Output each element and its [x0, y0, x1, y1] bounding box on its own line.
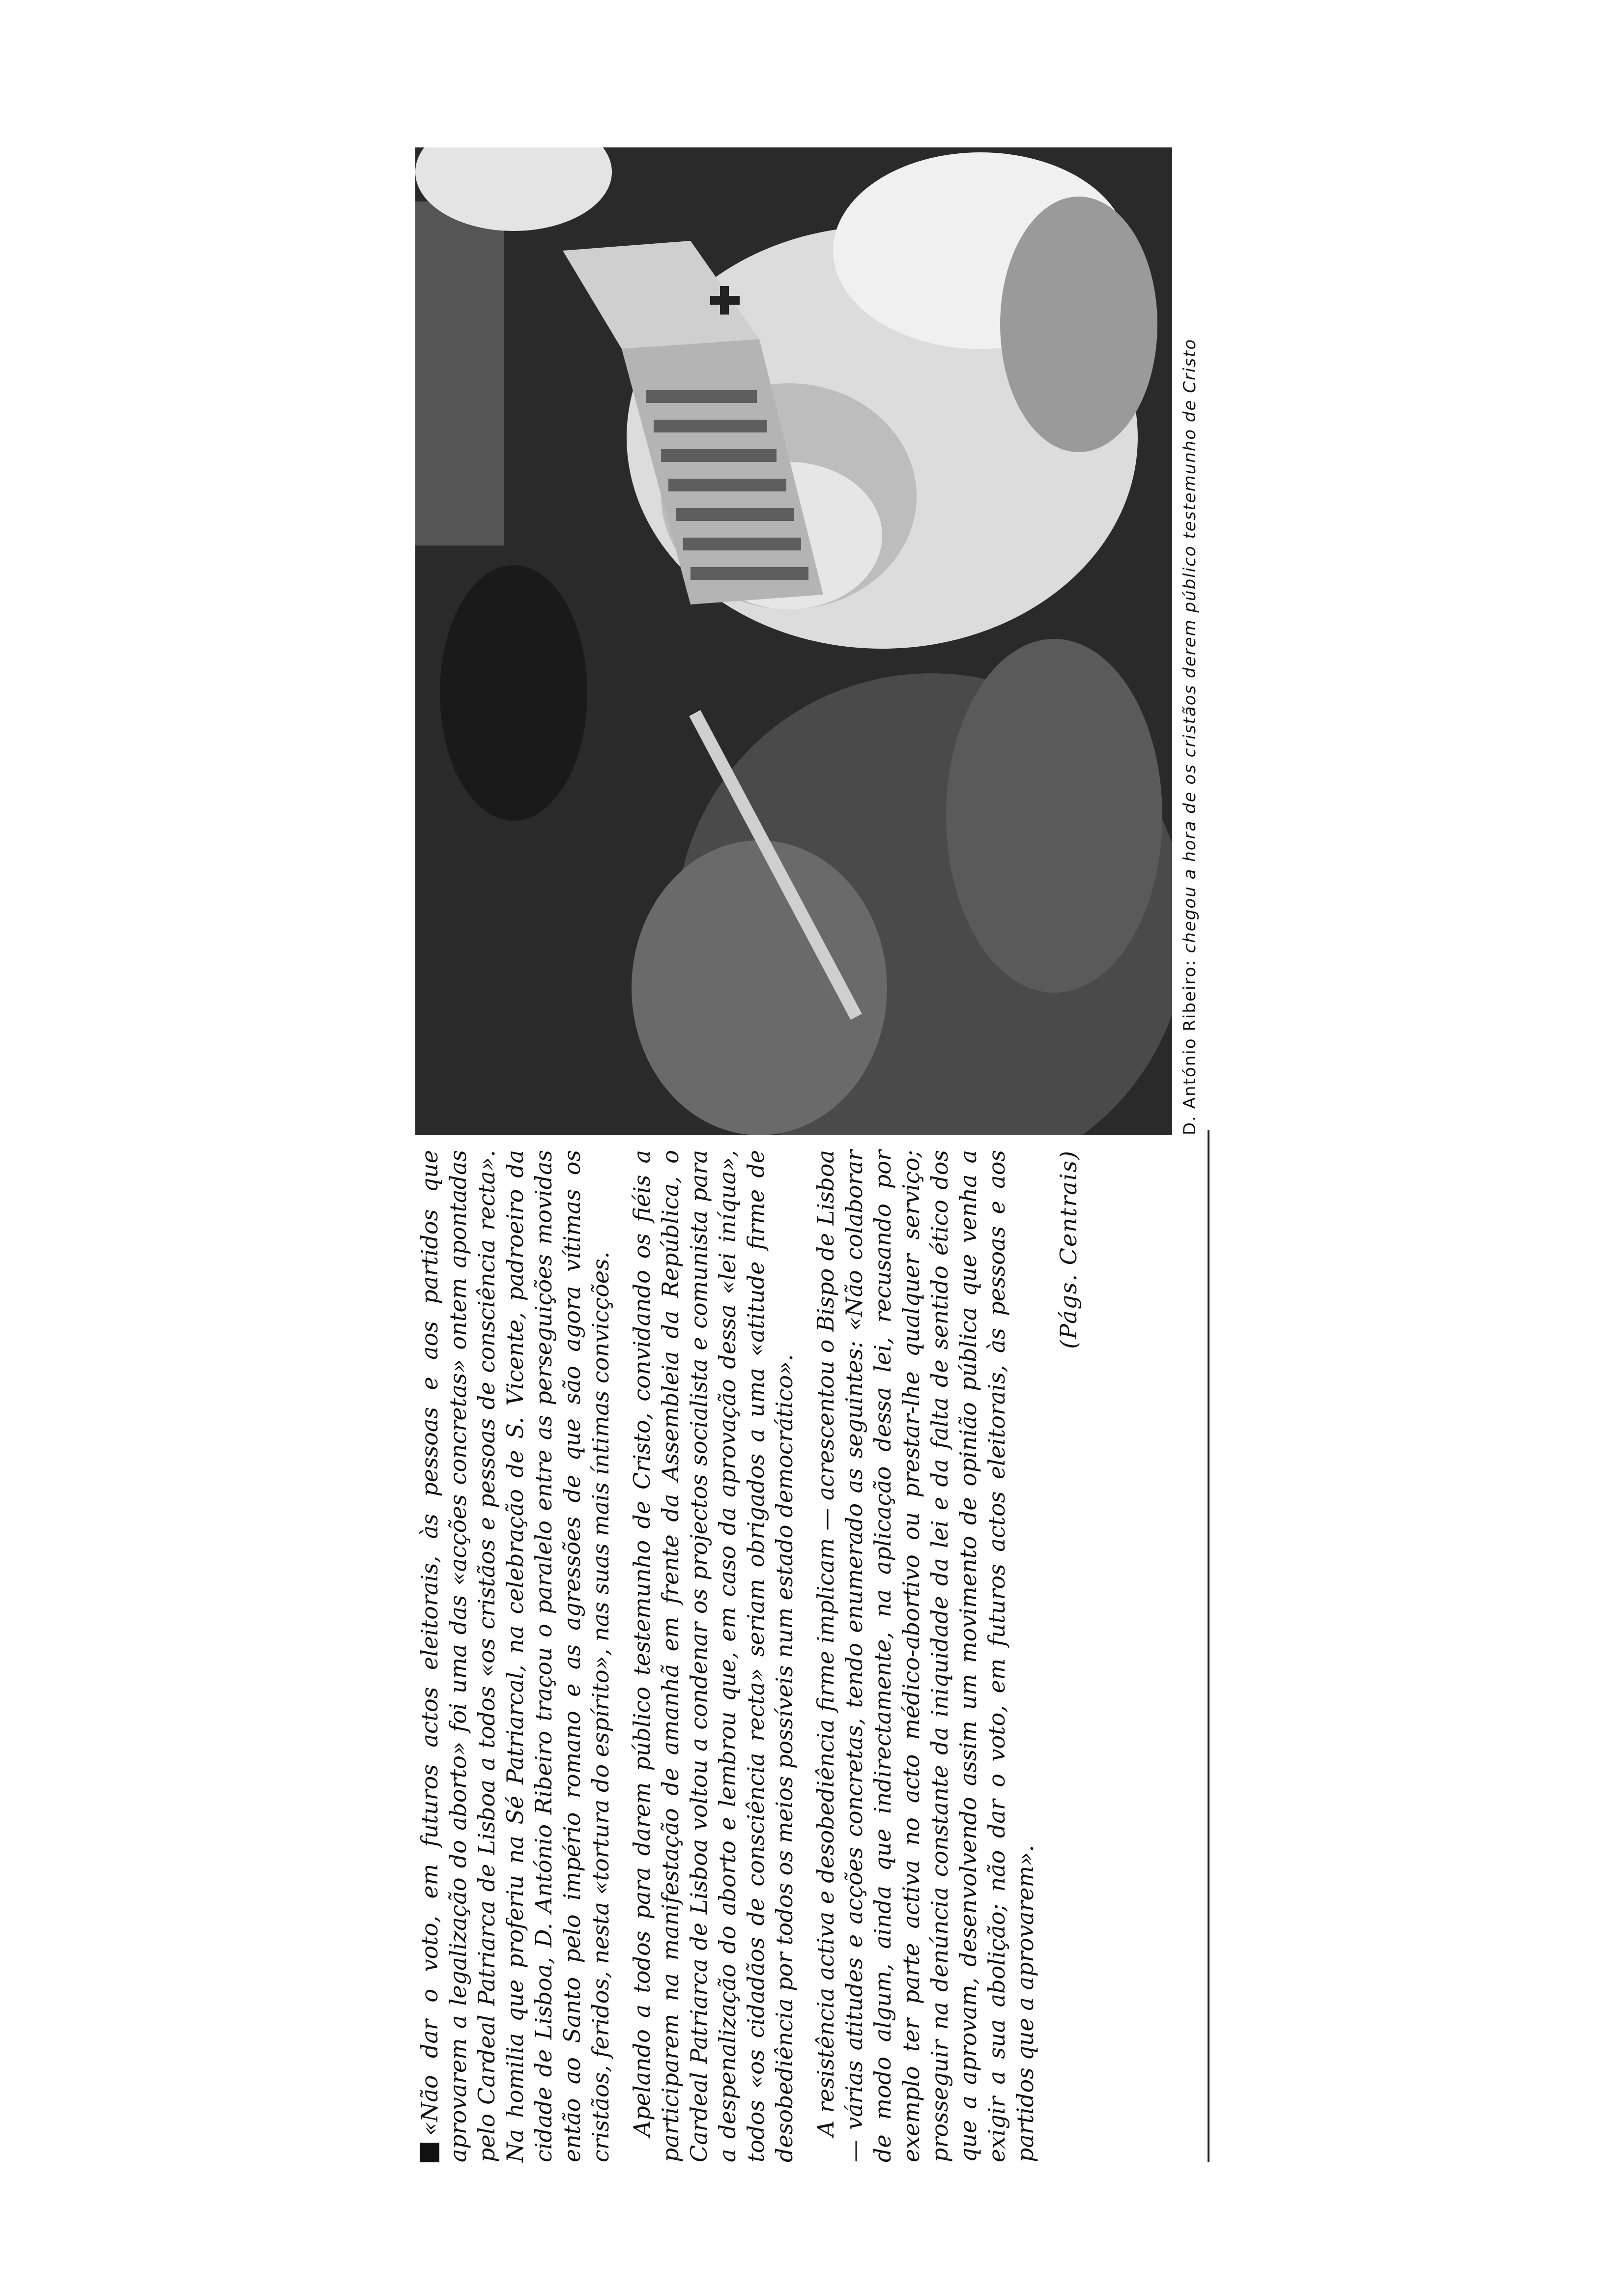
cardinal-photo [415, 147, 1172, 1135]
square-bullet-icon [420, 2143, 439, 2162]
bottom-rule [1208, 1130, 1209, 2162]
cardinal-photo-image [415, 147, 1172, 1135]
photo-caption-text: chegou a hora de os cristãos derem público testemunho de Cristo [1180, 338, 1200, 960]
pages-reference: (Págs. Centrais) [1055, 1150, 1082, 1349]
article-paragraph-1-text: «Não dar o voto, em futuros actos eleitorais, às pessoas e aos partidos que aprovarem a legalização do aborto» foi uma das «acções concretas» ontem apontadas pelo Cardeal Patriarca de Lisboa a todos «os cristãos e pessoas de consciência recta». Na homilia que proferiu na Sé Patriarcal, na celebração de S. Vicente, padroeiro da cidade de Lisboa, D. António Ribeiro traçou o paralelo entre as perseguições movidas então ao Santo pelo império romano e as agressões de que são agora vítimas os cristãos, feridos, nesta «tortura do espírito», nas suas mais íntimas convicções. [416, 1150, 614, 2162]
newspaper-clipping [415, 147, 1241, 2162]
photo-caption [1180, 147, 1200, 1135]
article-paragraph-3: A resistência activa e desobediência firme implicam — acrescentou o Bispo de Lisboa — várias atitudes e acções concretas, tendo enumerado as seguintes: «Não colaborar de modo algum, ainda que indirectamente, na aplicação dessa lei, recusando por exemplo ter parte activa no acto médico-abortivo ou prestar-lhe qualquer serviço; prosseguir na denúncia constante da iniquidade da lei e da falta de sentido ético dos que a aprovam, desenvolvendo assim um movimento de opinião pública que venha a exigir a sua abolição; não dar o voto, em futuros actos eleitorais, às pessoas e aos partidos que a aprovarem». [812, 1150, 1038, 2162]
photo-block [415, 147, 1211, 1135]
photo-caption-lead: D. António Ribeiro: [1180, 959, 1200, 1135]
article-body [415, 1150, 1241, 2162]
article-paragraph-2: Apelando a todos para darem público testemunho de Cristo, convidando os fiéis a participarem na manifestação de amanhã em frente da Assembleia da República, o Cardeal Patriarca de Lisboa voltou a condenar os projectos socialista e comunista para a despenalização do aborto e lembrou que, em caso da aprovação dessa «lei iníqua», todos «os cidadãos de consciência recta» seriam obrigados a uma «atitude firme de desobediência por todos os meios possíveis num estado democrático». [629, 1150, 798, 2162]
article-paragraph-1 [415, 1150, 615, 2162]
